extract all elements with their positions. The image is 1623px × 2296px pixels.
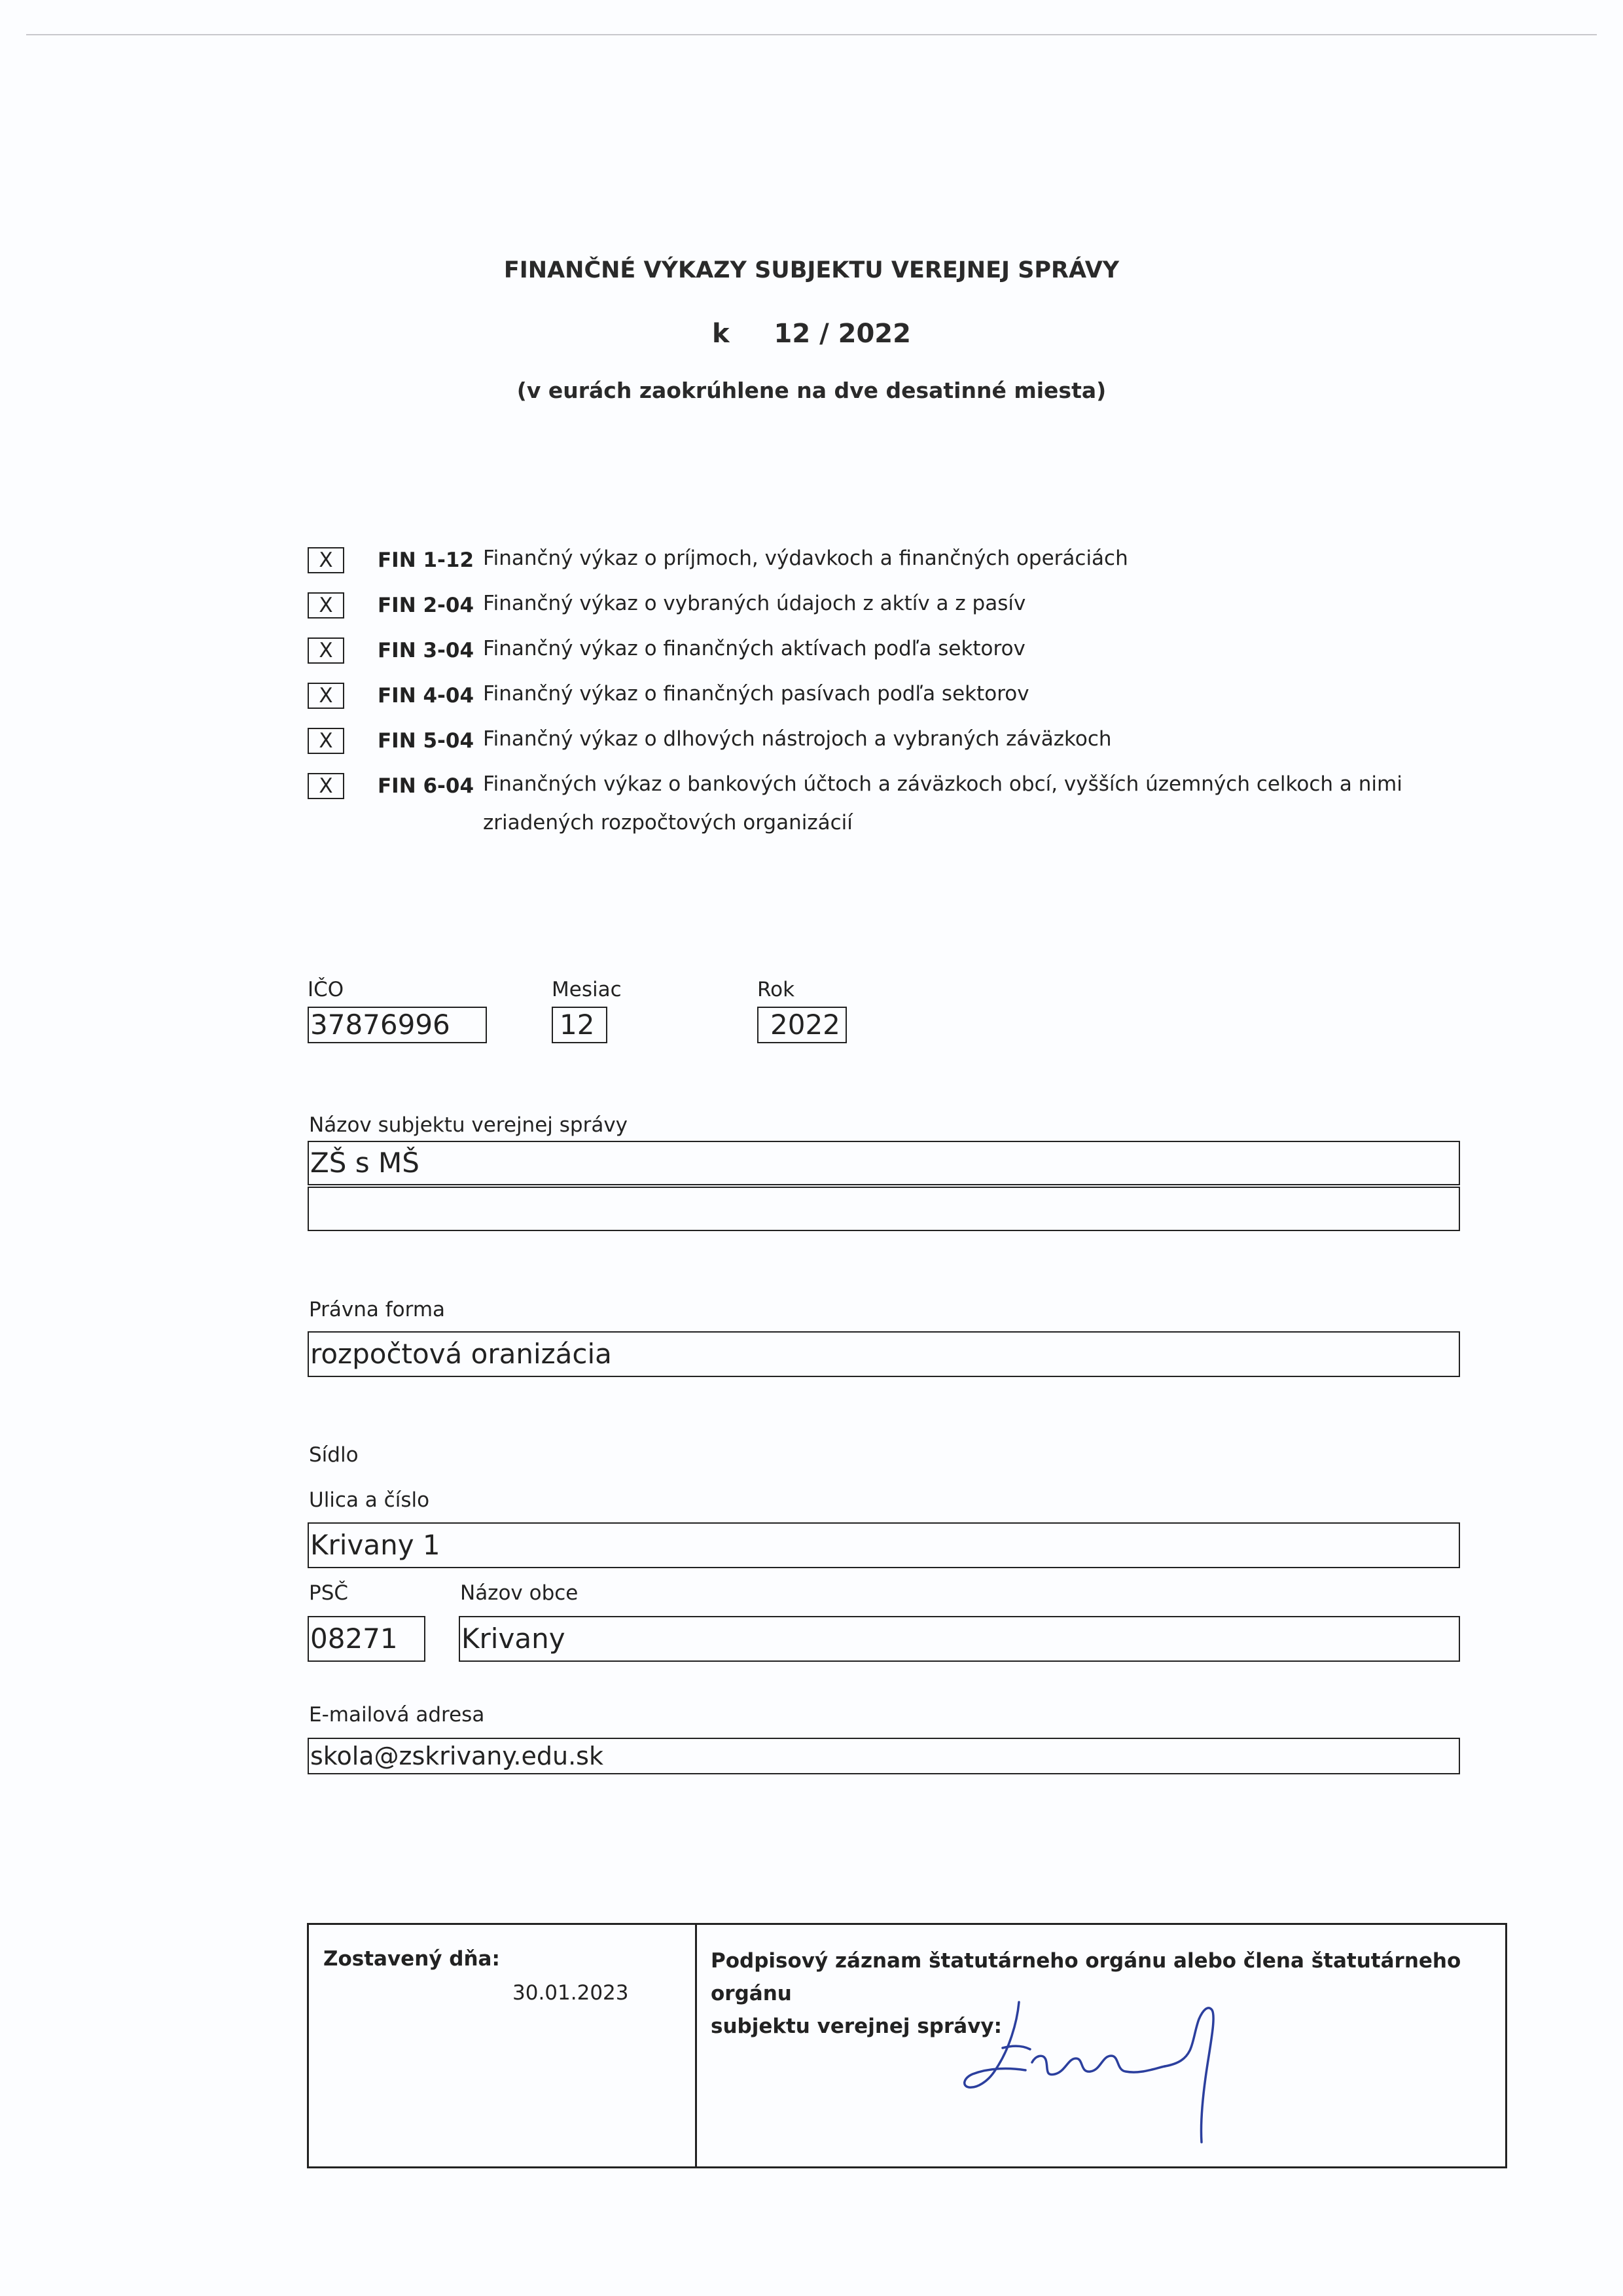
report-code: FIN 4-04 xyxy=(378,684,474,708)
compiled-date: 30.01.2023 xyxy=(512,1981,629,2005)
document-title: FINANČNÉ VÝKAZY SUBJEKTU VEREJNEJ SPRÁVY xyxy=(503,257,1120,283)
report-title: Finančný výkaz o dlhových nástrojoch a vybraných záväzkoch xyxy=(483,727,1112,751)
report-checkbox[interactable]: X xyxy=(308,773,344,799)
ico-label: IČO xyxy=(308,978,344,1001)
entity-name-field-line1[interactable]: ZŠ s MŠ xyxy=(308,1141,1460,1185)
report-checkbox[interactable]: X xyxy=(308,683,344,709)
report-checkbox[interactable]: X xyxy=(308,637,344,664)
scan-edge xyxy=(26,34,1597,35)
report-checkbox[interactable]: X xyxy=(308,592,344,619)
email-label: E-mailová adresa xyxy=(309,1703,485,1727)
handwritten-signature xyxy=(957,1990,1271,2147)
entity-name-field-line2[interactable] xyxy=(308,1187,1460,1231)
legal-form-field[interactable]: rozpočtová oranizácia xyxy=(308,1331,1460,1377)
month-label: Mesiac xyxy=(552,978,622,1001)
ico-field[interactable]: 37876996 xyxy=(308,1007,487,1043)
entity-name-label: Názov subjektu verejnej správy xyxy=(309,1113,628,1137)
report-code: FIN 3-04 xyxy=(378,639,474,662)
report-checkbox[interactable]: X xyxy=(308,547,344,573)
street-label: Ulica a číslo xyxy=(309,1488,430,1512)
seat-label: Sídlo xyxy=(309,1443,359,1467)
report-code: FIN 6-04 xyxy=(378,774,474,798)
unit-note: (v eurách zaokrúhlene na dve desatinné miesta) xyxy=(516,378,1107,403)
signature-label-line2: subjektu verejnej správy: xyxy=(711,2015,1003,2038)
city-field[interactable]: Krivany xyxy=(459,1616,1460,1662)
year-field[interactable]: 2022 xyxy=(757,1007,847,1043)
signature-label-line1: Podpisový záznam štatutárneho orgánu alebo člena štatutárneho orgánu xyxy=(711,1949,1461,2005)
reporting-period xyxy=(0,319,1623,349)
zip-field[interactable]: 08271 xyxy=(308,1616,425,1662)
zip-label: PSČ xyxy=(309,1581,349,1605)
city-label: Názov obce xyxy=(460,1581,579,1605)
report-title: Finančný výkaz o vybraných údajoch z aktív a z pasív xyxy=(483,592,1026,615)
report-title-line2: zriadených rozpočtových organizácií xyxy=(483,811,853,834)
month-field[interactable]: 12 xyxy=(552,1007,607,1043)
report-title: Finančný výkaz o finančných pasívach podľa sektorov xyxy=(483,682,1029,706)
report-code: FIN 5-04 xyxy=(378,729,474,753)
report-code: FIN 1-12 xyxy=(378,548,474,572)
period-prefix: k xyxy=(712,319,730,349)
report-checkbox[interactable]: X xyxy=(308,728,344,754)
period-value: 12 / 2022 xyxy=(774,319,911,349)
street-field[interactable]: Krivany 1 xyxy=(308,1522,1460,1568)
email-field[interactable]: skola@zskrivany.edu.sk xyxy=(308,1738,1460,1774)
report-title: Finančných výkaz o bankových účtoch a záväzkoch obcí, vyšších územných celkoch a nimi xyxy=(483,772,1402,796)
compiled-label: Zostavený dňa: xyxy=(323,1947,500,1971)
year-label: Rok xyxy=(757,978,795,1001)
report-title: Finančný výkaz o príjmoch, výdavkoch a finančných operáciách xyxy=(483,547,1128,570)
report-title: Finančný výkaz o finančných aktívach podľa sektorov xyxy=(483,637,1026,660)
report-code: FIN 2-04 xyxy=(378,594,474,617)
signature-table xyxy=(307,1923,1507,2168)
legal-form-label: Právna forma xyxy=(309,1298,446,1321)
signature-divider xyxy=(695,1925,697,2166)
